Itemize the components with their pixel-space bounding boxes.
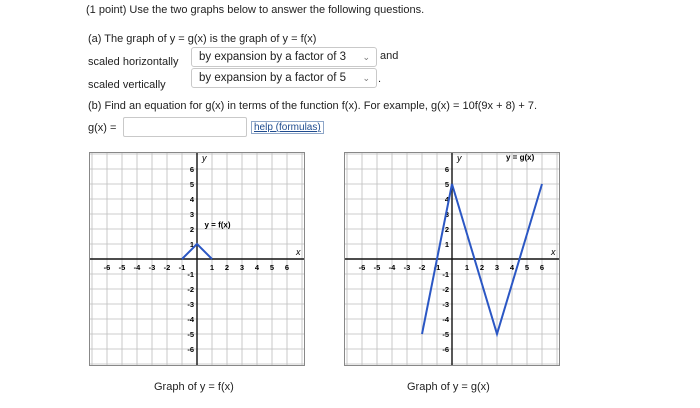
vertical-label: scaled vertically (88, 79, 166, 91)
graph-g-x-axis-label: x (551, 247, 556, 257)
part-b-prompt: (b) Find an equation for g(x) in terms of the function f(x). For example, g(x) = 10f(9x + 8) + 7. (88, 100, 538, 112)
vertical-scale-value: by expansion by a factor of 5 (199, 72, 347, 84)
y-tick-label: -2 (187, 285, 194, 294)
y-tick-label: -1 (187, 270, 194, 279)
x-tick-label: -6 (103, 263, 111, 272)
x-tick-label: 3 (494, 263, 500, 272)
chevron-down-icon: ⌄ (362, 52, 370, 62)
x-tick-label: -4 (388, 263, 396, 272)
y-tick-label: -4 (187, 315, 194, 324)
horizontal-label: scaled horizontally (88, 56, 179, 68)
part-a-prompt: (a) The graph of y = g(x) is the graph of y = f(x) (88, 33, 317, 45)
x-tick-label: 5 (524, 263, 530, 272)
x-tick-label: 4 (254, 263, 260, 272)
x-tick-label: -3 (148, 263, 156, 272)
y-tick-label: -1 (442, 270, 449, 279)
y-tick-label: -3 (442, 300, 449, 309)
horizontal-scale-select[interactable] (191, 47, 377, 67)
right-graph-caption: Graph of y = g(x) (407, 381, 490, 393)
horizontal-scale-value: by expansion by a factor of 3 (199, 51, 347, 63)
y-tick-label: -4 (442, 315, 449, 324)
x-tick-label: 2 (224, 263, 230, 272)
x-tick-label: -1 (178, 263, 186, 272)
x-tick-label: -4 (133, 263, 141, 272)
y-tick-label: 6 (189, 165, 194, 174)
vertical-scale-select[interactable] (191, 68, 377, 88)
y-tick-label: -3 (187, 300, 194, 309)
y-tick-label: -6 (187, 345, 194, 354)
y-tick-label: -5 (442, 330, 449, 339)
and-text: and (380, 50, 399, 62)
problem-intro: (1 point) Use the two graphs below to answer the following questions. (86, 4, 425, 16)
answer-input[interactable] (123, 117, 247, 137)
graph-g (344, 152, 560, 366)
graph-g-y-axis-label: y (457, 153, 462, 163)
y-tick-label: 1 (189, 240, 194, 249)
x-tick-label: 1 (209, 263, 215, 272)
graph-f (89, 152, 305, 366)
graph-f-x-axis-label: x (296, 247, 301, 257)
x-tick-label: 6 (539, 263, 545, 272)
y-tick-label: -5 (187, 330, 194, 339)
help-formulas-link[interactable]: help (formulas) (251, 121, 324, 134)
y-tick-label: 3 (189, 210, 194, 219)
x-tick-label: -6 (358, 263, 366, 272)
x-tick-label: -5 (118, 263, 126, 272)
y-tick-label: 5 (444, 180, 449, 189)
x-tick-label: -2 (418, 263, 426, 272)
graph-f-curve-label: y = f(x) (204, 220, 231, 230)
x-tick-label: 5 (269, 263, 275, 272)
y-tick-label: 2 (444, 225, 449, 234)
y-tick-label: 5 (189, 180, 194, 189)
answer-label: g(x) = (88, 122, 117, 134)
y-tick-label: -6 (442, 345, 449, 354)
y-tick-label: 1 (444, 240, 449, 249)
x-tick-label: -1 (433, 263, 441, 272)
chevron-down-icon: ⌄ (362, 73, 370, 83)
graph-f-y-axis-label: y (202, 153, 207, 163)
y-tick-label: 4 (189, 195, 194, 204)
y-tick-label: -2 (442, 285, 449, 294)
x-tick-label: 2 (479, 263, 485, 272)
x-tick-label: 4 (509, 263, 515, 272)
x-tick-label: 6 (284, 263, 290, 272)
x-tick-label: -2 (163, 263, 171, 272)
y-tick-label: 6 (444, 165, 449, 174)
left-graph-caption: Graph of y = f(x) (154, 381, 234, 393)
y-tick-label: 3 (444, 210, 449, 219)
x-tick-label: -3 (403, 263, 411, 272)
x-tick-label: -5 (373, 263, 381, 272)
period-text: . (378, 73, 382, 85)
x-tick-label: 3 (239, 263, 245, 272)
graph-g-curve-label: y = g(x) (506, 153, 535, 162)
y-tick-label: 4 (444, 195, 449, 204)
x-tick-label: 1 (464, 263, 470, 272)
y-tick-label: 2 (189, 225, 194, 234)
